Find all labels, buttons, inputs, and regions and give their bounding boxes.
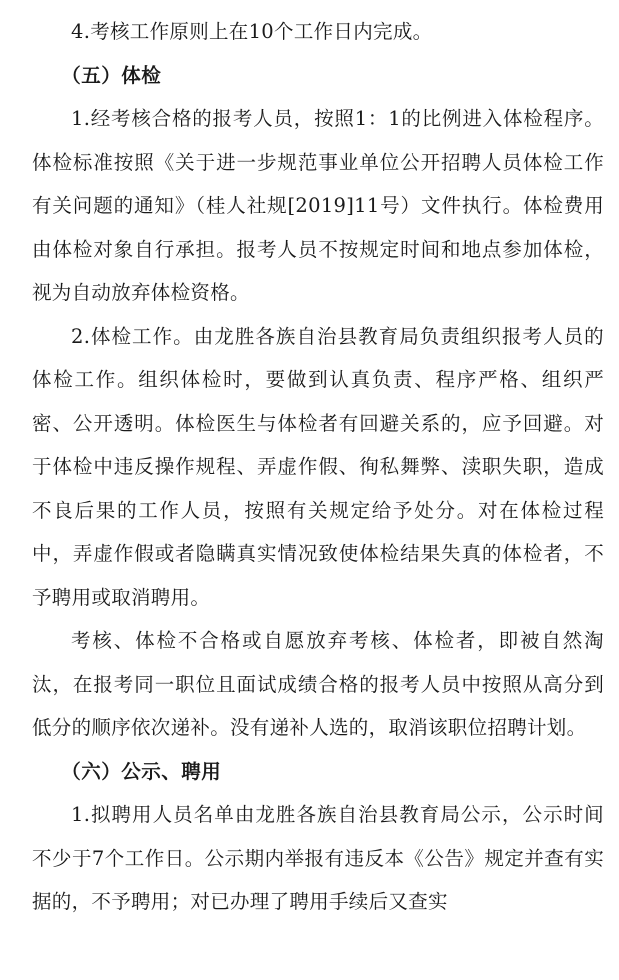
document-page bbox=[32, 10, 604, 924]
section-heading-physical-exam: （五）体检 bbox=[61, 63, 162, 87]
paragraph-publicity: 1.拟聘用人员名单由龙胜各族自治县教育局公示，公示时间不少于7个工作日。公示期内举报有违反本《公告》规定并查有实据的，不予聘用；对已办理了聘用手续后又查实 bbox=[32, 803, 604, 913]
section-heading-publicity-hiring: （六）公示、聘用 bbox=[61, 759, 222, 783]
paragraph-elimination-rules: 考核、体检不合格或自愿放弃考核、体检者，即被自然淘汰，在报考同一职位且面试成绩合格的报考人员中按照从高分到低分的顺序依次递补。没有递补人选的，取消该职位招聘计划。 bbox=[32, 629, 604, 739]
paragraph-review-time: 4.考核工作原则上在10个工作日内完成。 bbox=[71, 20, 433, 43]
paragraph-exam-standard: 1.经考核合格的报考人员，按照1：1的比例进入体检程序。体检标准按照《关于进一步规范事业单位公开招聘人员体检工作有关问题的通知》（桂人社规[2019]11号）文件执行。体检费用由体检对象自行承担。报考人员不按规定时间和地点参加体检，视为自动放弃体检资格。 bbox=[32, 107, 604, 304]
paragraph-exam-work: 2.体检工作。由龙胜各族自治县教育局负责组织报考人员的体检工作。组织体检时，要做到认真负责、程序严格、组织严密、公开透明。体检医生与体检者有回避关系的，应予回避。对于体检中违反操作规程、弄虚作假、徇私舞弊、渎职失职，造成不良后果的工作人员，按照有关规定给予处分。对在体检过程中，弄虚作假或者隐瞒真实情况致使体检结果失真的体检者，不予聘用或取消聘用。 bbox=[32, 324, 604, 609]
